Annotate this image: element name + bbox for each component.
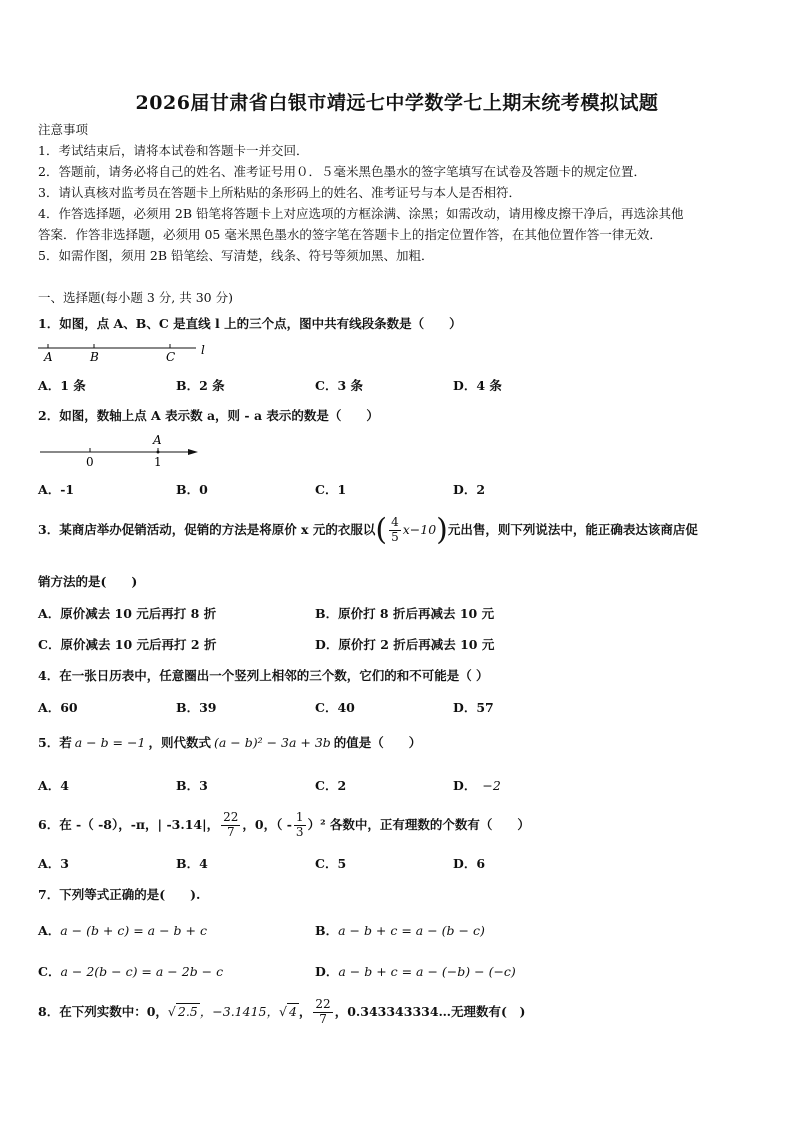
q8-stem bbox=[38, 993, 525, 1031]
fraction-numerator: 22 bbox=[223, 810, 239, 825]
q5-stem bbox=[38, 733, 421, 751]
q5-expression: (a − b)² − 3a + 3b bbox=[213, 735, 331, 750]
q3-option-a[interactable]: A．原价减去 10 元后再打 8 折 bbox=[38, 606, 217, 621]
option-expression: a − (b + c) = a − b + c bbox=[60, 923, 207, 938]
option-label: D． bbox=[315, 964, 339, 979]
fraction-numerator: 4 bbox=[391, 515, 399, 530]
note-item: 5．如需作图，须用 2B 铅笔绘、写清楚，线条、符号等须加黑、加粗． bbox=[38, 248, 434, 263]
option-label: B． bbox=[315, 923, 339, 938]
option-expression: a − b + c = a − (−b) − (−c) bbox=[338, 964, 516, 979]
point-b-label: B bbox=[90, 350, 99, 364]
q1-option-c[interactable]: C．3 条 bbox=[315, 378, 363, 393]
option-label: C． bbox=[38, 964, 61, 979]
q2-stem: 2．如图，数轴上点 A 表示数 a，则 - a 表示的数是（ ） bbox=[38, 408, 379, 423]
q8-stem-post: ，0.343343334…无理数有( ) bbox=[334, 1004, 526, 1019]
note-item: 2．答题前，请务必将自己的姓名、准考证号用０．５毫米黑色墨水的签字笔填写在试卷及答题卡的规定位置． bbox=[38, 164, 646, 179]
q3-option-d[interactable]: D．原价打 2 折后再减去 10 元 bbox=[315, 637, 495, 652]
q6-option-b[interactable]: B．4 bbox=[176, 856, 208, 871]
q3-option-b[interactable]: B．原价打 8 折后再减去 10 元 bbox=[315, 606, 495, 621]
q6-fraction-1-3 bbox=[294, 811, 306, 840]
q4-option-a[interactable]: A．60 bbox=[38, 700, 78, 715]
page-title: 2026届甘肃省白银市靖远七中学数学七上期末统考模拟试题 bbox=[135, 92, 659, 114]
fraction-numerator: 1 bbox=[295, 810, 304, 825]
q5-option-d[interactable] bbox=[453, 776, 501, 794]
q6-stem-mid: ，0，（ - bbox=[242, 817, 292, 832]
q3-fraction bbox=[389, 516, 401, 545]
q6-option-a[interactable]: A．3 bbox=[38, 856, 69, 871]
q5-option-b[interactable]: B．3 bbox=[176, 778, 208, 793]
fraction-numerator: 22 bbox=[315, 997, 331, 1012]
q5-stem-post: 的值是（ ） bbox=[333, 735, 422, 750]
q3-stem-post: 元出售，则下列说法中，能正确表达该商店促 bbox=[447, 522, 698, 537]
q6-stem-pre: 6．在 -（ -8），-π，| -3.14|， bbox=[38, 817, 220, 832]
q3-stem-pre: 3．某商店举办促销活动，促销的方法是将原价 x 元的衣服以 bbox=[38, 522, 376, 537]
q4-stem: 4．在一张日历表中，任意圈出一个竖列上相邻的三个数，它们的和不可能是（ ） bbox=[38, 668, 489, 683]
section-heading: 一、选择题(每小题 3 分, 共 30 分) bbox=[38, 290, 233, 305]
q2-option-d[interactable]: D．2 bbox=[453, 482, 486, 497]
q1-option-a[interactable]: A．1 条 bbox=[38, 378, 86, 393]
q8-sqrt-2-5: √ 2.5 bbox=[167, 1004, 198, 1019]
fraction-denominator: 7 bbox=[319, 1012, 327, 1026]
note-item: 3．请认真核对监考员在答题卡上所粘贴的条形码上的姓名、准考证号与本人是否相符． bbox=[38, 185, 521, 200]
q4-option-c[interactable]: C．40 bbox=[315, 700, 355, 715]
line-l-label: l bbox=[201, 343, 205, 357]
option-value: −2 bbox=[482, 778, 501, 793]
option-label: A． bbox=[38, 923, 61, 938]
q7-option-d[interactable] bbox=[315, 962, 516, 980]
q8-mid1: ，−3.1415， bbox=[199, 1004, 279, 1019]
q5-option-c[interactable]: C．2 bbox=[315, 778, 347, 793]
q5-stem-pre: 5．若 bbox=[38, 735, 72, 750]
option-label: D． bbox=[453, 778, 477, 793]
fraction-denominator: 7 bbox=[226, 825, 235, 839]
radicand: 2.5 bbox=[177, 1004, 198, 1019]
option-expression: a − 2(b − c) = a − 2b − c bbox=[60, 964, 224, 979]
note-item: 1．考试结束后，请将本试卷和答题卡一并交回． bbox=[38, 143, 309, 158]
fraction-denominator: 5 bbox=[391, 530, 399, 544]
tick-one-label: 1 bbox=[154, 455, 162, 469]
tick-zero-label: 0 bbox=[86, 455, 94, 469]
q8-mid2: ， bbox=[298, 1004, 312, 1019]
q6-stem-post: ）² 各数中，正有理数的个数有（ ） bbox=[307, 817, 530, 832]
q7-option-b[interactable] bbox=[315, 921, 485, 939]
q2-option-a[interactable]: A．-1 bbox=[38, 482, 75, 497]
point-c-label: C bbox=[166, 350, 176, 364]
q3-expression: x−10 bbox=[402, 522, 437, 537]
q2-option-c[interactable]: C．1 bbox=[315, 482, 347, 497]
note-item: 答案．作答非选择题，必须用 05 毫米黑色墨水的签字笔在答题卡上的指定位置作答，在其他位置作答一律无效． bbox=[38, 227, 662, 242]
fraction-denominator: 3 bbox=[295, 825, 304, 839]
q6-option-d[interactable]: D．6 bbox=[453, 856, 486, 871]
q1-option-d[interactable]: D．4 条 bbox=[453, 378, 502, 393]
q8-stem-pre: 8．在下列实数中：0， bbox=[38, 1004, 168, 1019]
q5-stem-mid: ，则代数式 bbox=[148, 735, 211, 750]
note-item: 4．作答选择题，必须用 2B 铅笔将答题卡上对应选项的方框涂满、涂黑；如需改动，请用橡皮擦干净后，再选涂其他 bbox=[38, 206, 684, 221]
q7-option-c[interactable] bbox=[38, 962, 223, 980]
q2-option-b[interactable]: B．0 bbox=[176, 482, 208, 497]
q2-number-line bbox=[36, 430, 206, 470]
q8-sqrt-4: √ 4 bbox=[278, 1004, 297, 1019]
point-a-label: A bbox=[153, 433, 162, 447]
q6-fraction-22-7 bbox=[221, 811, 240, 840]
q1-option-b[interactable]: B．2 条 bbox=[176, 378, 225, 393]
q8-fraction-22-7 bbox=[313, 998, 332, 1027]
q6-stem bbox=[38, 806, 530, 844]
q3-stem-line2: 销方法的是( ) bbox=[38, 574, 138, 589]
q5-condition: a − b = −1 bbox=[74, 735, 146, 750]
q3-stem: 3．某商店举办促销活动，促销的方法是将原价 x 元的衣服以( $\frac{4}{5}$ x−10)元出售，则下列说法中，能正确表达该商店促 bbox=[38, 512, 698, 548]
q1-stem: 1．如图，点 A、B、C 是直线 l 上的三个点，图中共有线段条数是（ ） bbox=[38, 316, 462, 331]
point-a-label: A bbox=[44, 350, 53, 364]
q7-stem: 7．下列等式正确的是( ). bbox=[38, 887, 201, 902]
radicand: 4 bbox=[288, 1004, 297, 1019]
q4-option-d[interactable]: D．57 bbox=[453, 700, 494, 715]
option-expression: a − b + c = a − (b − c) bbox=[338, 923, 485, 938]
q6-option-c[interactable]: C．5 bbox=[315, 856, 347, 871]
q7-option-a[interactable] bbox=[38, 921, 207, 939]
notes-heading: 注意事项 bbox=[38, 122, 89, 137]
q5-option-a[interactable]: A．4 bbox=[38, 778, 69, 793]
q1-line-figure bbox=[36, 338, 226, 364]
q3-option-c[interactable]: C．原价减去 10 元后再打 2 折 bbox=[38, 637, 217, 652]
q4-option-b[interactable]: B．39 bbox=[176, 700, 217, 715]
